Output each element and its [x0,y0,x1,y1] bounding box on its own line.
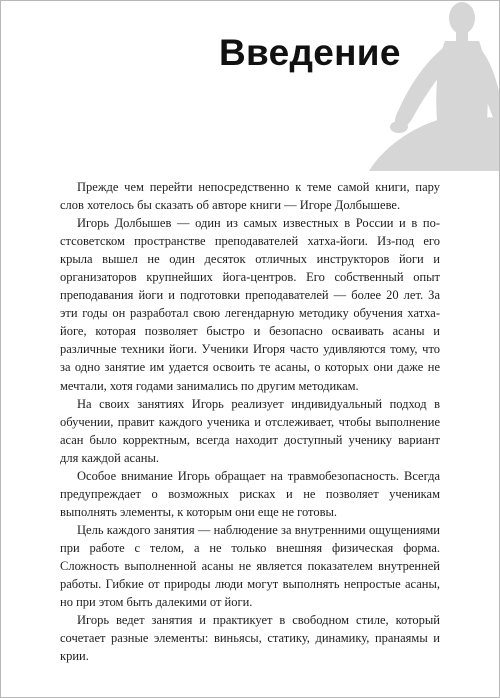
paragraph: Игорь ведет занятия и практикует в свободном стиле, который сочетает разные элементы: виньясы, статику, динамику, пранаямы и крии. [60,613,440,664]
chapter-title: Введение [219,32,401,73]
meditating-figure-silhouette-icon [249,1,499,171]
paragraph: Прежде чем перейти непосредственно к теме самой книги, пару слов хотелось бы сказать об авторе книги — Игоре Долбышеве. [60,180,440,213]
paragraph: На своих занятиях Игорь реализует индивидуальный подход в обучении, правит каждого ученика и отслеживает, чтобы выполнение асан было корректным, всегда находит доступный ученику вариант для каждой асаны. [60,396,440,465]
paragraph: Цель каждого занятия — наблюдение за внутренними ощущениями при работе с телом, а не только внешняя физическая форма. Сложность выполненной асаны не является показателем внутренней работы. Гибкие от природы люди могут выполнять непростые асаны, но при этом быть далекими от йоги. [60,522,440,610]
paragraph: Особое внимание Игорь обращает на травмобезопасность. Всегда предупреждает о возможных рисках и не позволяет ученикам выполнять элементы, к которым они еще не готовы. [60,468,440,519]
paragraph: Игорь Долбышев — один из самых известных в России и в постсоветском пространстве преподавателей хатха-йоги. Из-под его крыла вышел не один десяток отличных инструкторов йоги и организаторов крупнейших йога-центров. Его собственный опыт преподавания йоги и подготовки преподавателей — более 20 лет. За эти годы он разработал свою легендарную методику обучения хатха-йоге, которая позволяет быстро и безопасно осваивать асаны и различные техники йоги. Ученики Игоря часто удивляются тому, что за одно занятие им удается освоить те асаны, о которых они даже не мечтали, хотя годами занимались по другим методикам. [60,216,440,393]
body-text [60,178,440,665]
